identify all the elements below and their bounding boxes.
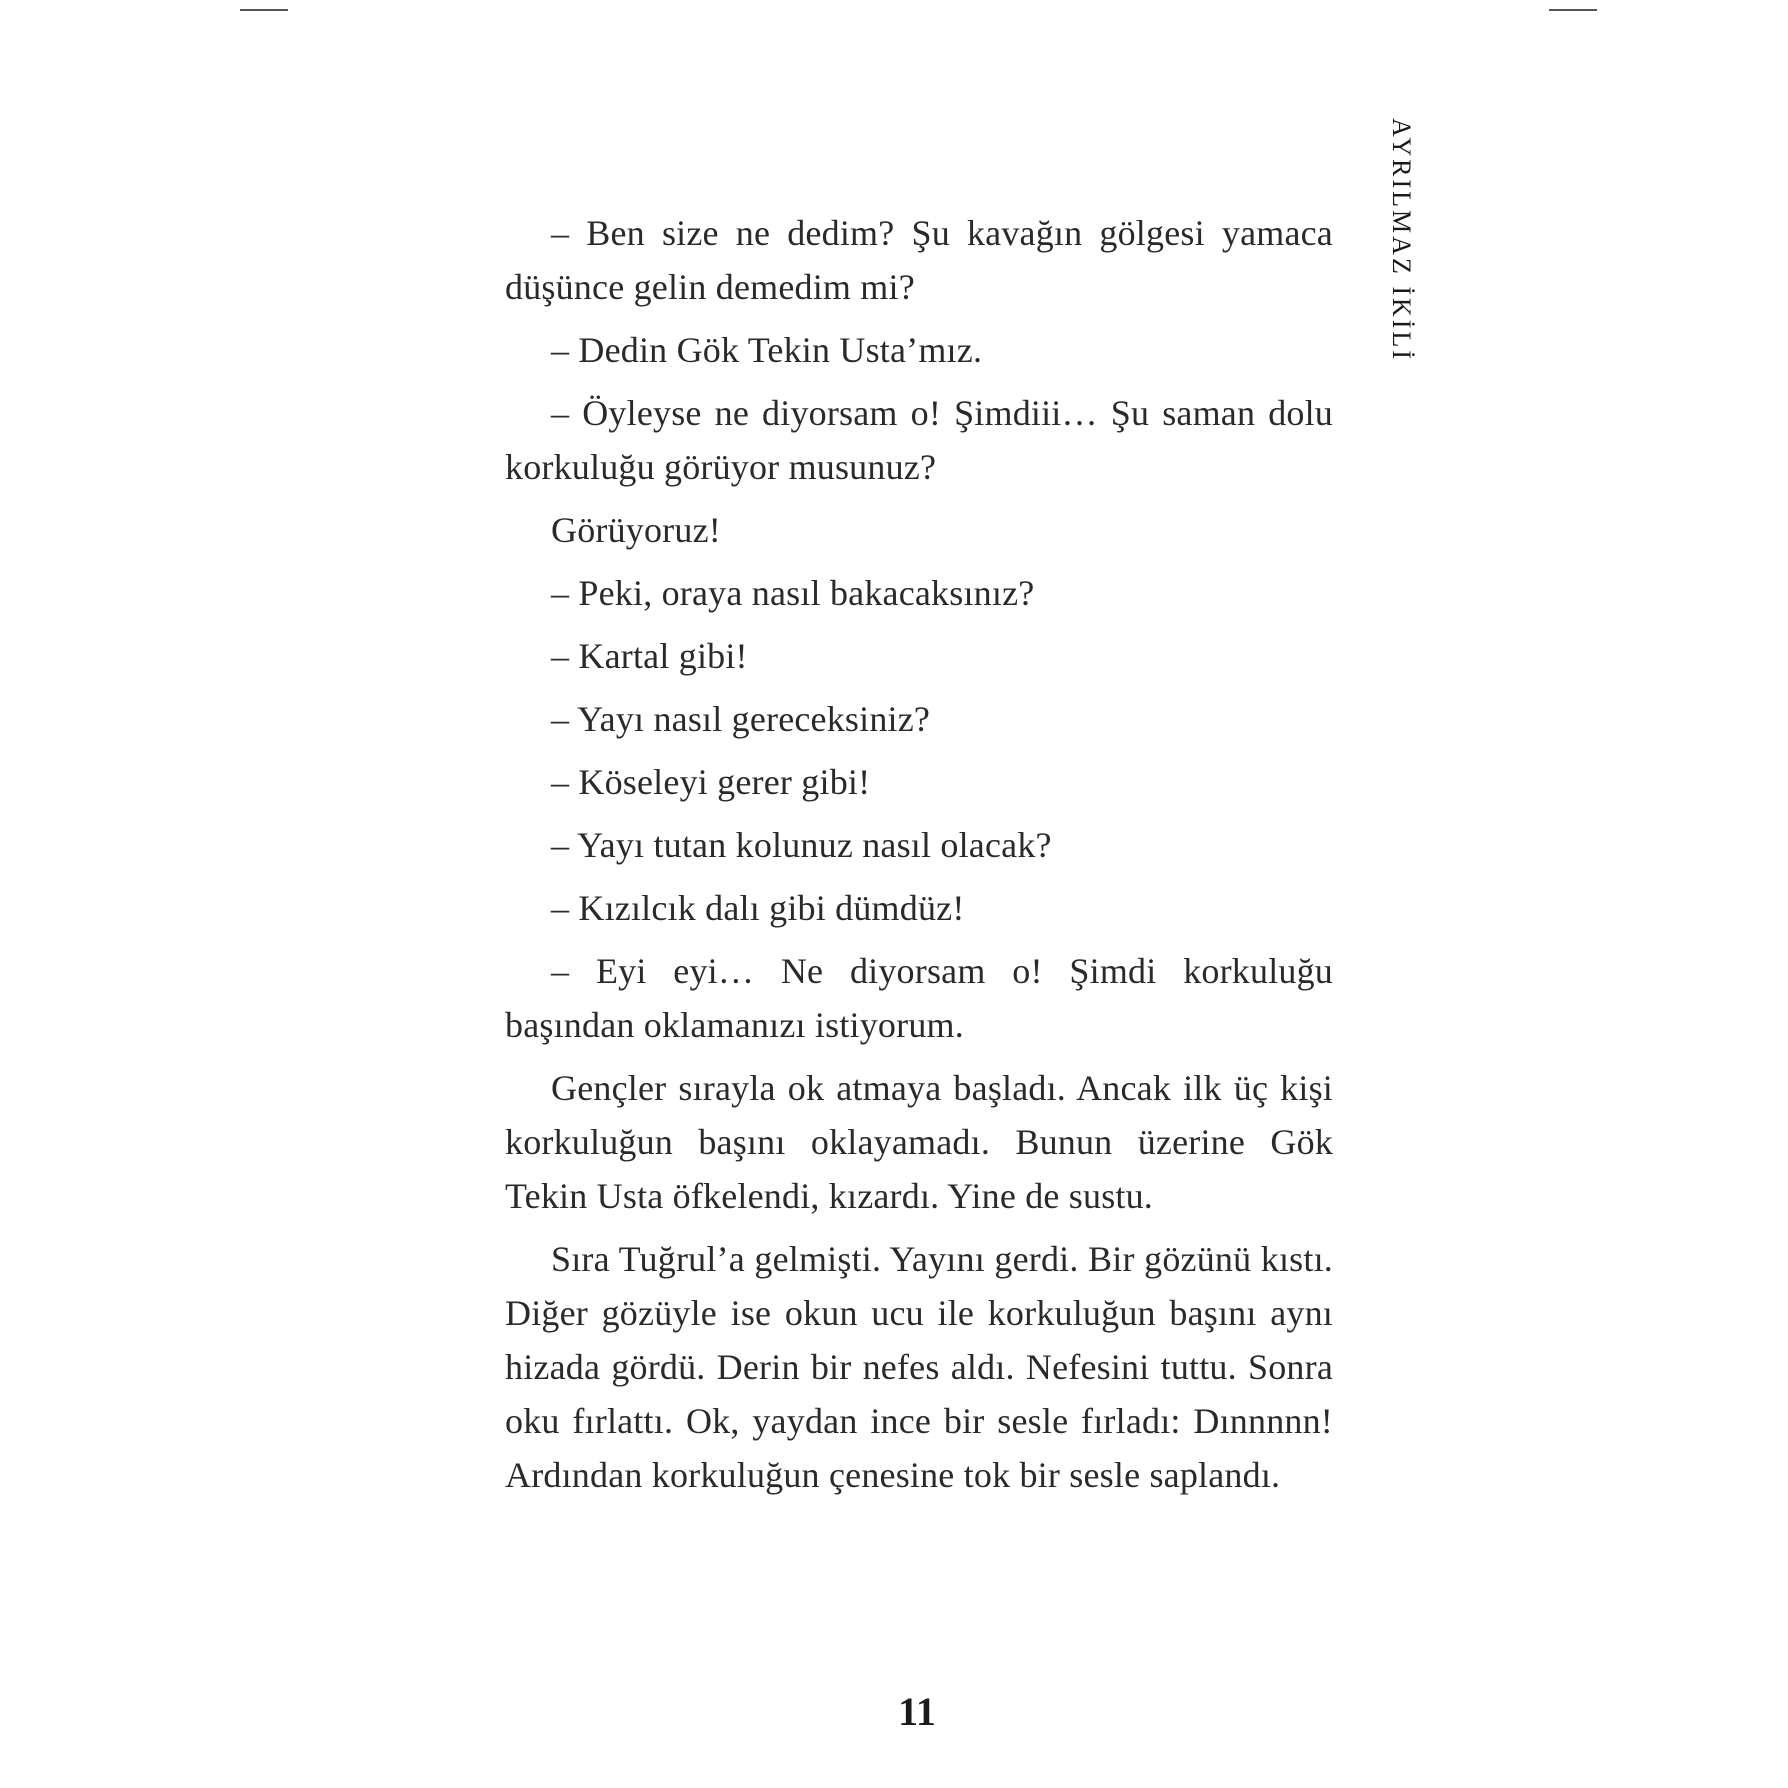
crop-mark-right xyxy=(1549,9,1597,11)
running-head: AYRILMAZ İKİLİ xyxy=(1387,118,1416,362)
paragraph: – Yayı tutan kolunuz nasıl olacak? xyxy=(551,825,1052,865)
crop-mark-left xyxy=(240,9,288,11)
paragraph: Görüyoruz! xyxy=(551,510,721,550)
paragraph: – Kızılcık dalı gibi dümdüz! xyxy=(551,888,965,928)
paragraph: – Peki, oraya nasıl bakacaksınız? xyxy=(551,573,1035,613)
paragraph: – Eyi eyi… Ne diyorsam o! Şimdi korkuluğu başından oklamanızı istiyorum. xyxy=(505,951,1333,1045)
body-text xyxy=(505,206,1333,1511)
paragraph: – Öyleyse ne diyorsam o! Şimdiii… Şu saman dolu korkuluğu görüyor musunuz? xyxy=(505,393,1333,487)
page-number: 11 xyxy=(898,1689,936,1734)
paragraph: – Ben size ne dedim? Şu kavağın gölgesi yamaca düşünce gelin demedim mi? xyxy=(505,213,1333,307)
paragraph: Sıra Tuğrul’a gelmişti. Yayını gerdi. Bir gözünü kıstı. Diğer gözüyle ise okun ucu ile korkuluğun başını aynı hizada gördü. Derin bir nefes aldı. Nefesini tuttu. Sonra oku fırlattı. Ok, yaydan ince bir sesle fırladı: Dınnnnn! Ardından korkuluğun çenesine tok bir sesle saplandı. xyxy=(505,1239,1333,1495)
paragraph: Gençler sırayla ok atmaya başladı. Ancak ilk üç kişi korkuluğun başını oklayamadı. Bunun üzerine Gök Tekin Usta öfkelendi, kızardı. Yine de sustu. xyxy=(505,1068,1333,1216)
paragraph: – Kartal gibi! xyxy=(551,636,748,676)
paragraph: – Köseleyi gerer gibi! xyxy=(551,762,871,802)
paragraph: – Yayı nasıl gereceksiniz? xyxy=(551,699,931,739)
paragraph: – Dedin Gök Tekin Usta’mız. xyxy=(551,330,983,370)
